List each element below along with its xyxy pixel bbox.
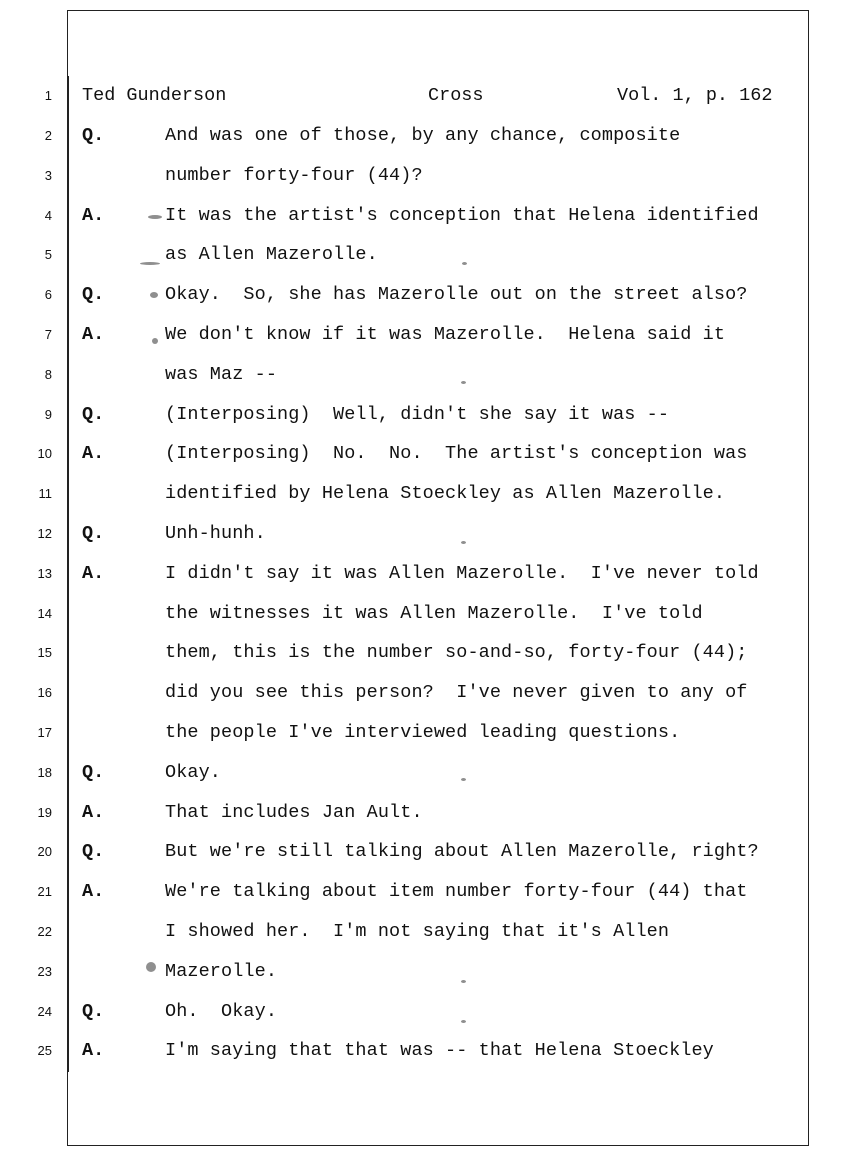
- line-number: 13: [37, 565, 52, 581]
- transcript-line: [0, 872, 860, 912]
- scan-smudge: [461, 980, 466, 983]
- transcript-text: We don't know if it was Mazerolle. Helena said it: [165, 324, 726, 345]
- transcript-text: Mazerolle.: [165, 960, 278, 982]
- scan-smudge: [148, 215, 162, 219]
- speaker-label: A.: [82, 204, 105, 226]
- line-number: 24: [37, 1003, 52, 1019]
- transcript-text: them, this is the number so-and-so, forty-four (44);: [165, 642, 748, 664]
- speaker-label: A.: [82, 443, 105, 465]
- transcript-line: [0, 474, 860, 514]
- line-number: 7: [44, 327, 52, 342]
- speaker-label: A.: [82, 1040, 105, 1062]
- volume-page: Vol. 1, p. 162: [617, 85, 773, 106]
- transcript-line: [0, 1031, 860, 1071]
- transcript-text: did you see this person? I've never given to any of: [165, 682, 748, 704]
- transcript-text: the witnesses it was Allen Mazerolle. I've told: [165, 602, 703, 624]
- transcript-line: [0, 315, 860, 355]
- transcript-line: [0, 992, 860, 1032]
- transcript-text: We're talking about item number forty-four (44) that: [165, 881, 748, 903]
- line-number: 10: [37, 446, 52, 462]
- speaker-label: Q.: [82, 523, 105, 544]
- scan-smudge: [150, 292, 158, 298]
- speaker-label: Q.: [82, 125, 105, 146]
- scan-smudge: [462, 262, 467, 265]
- line-number: 16: [37, 685, 52, 701]
- line-number: 2: [44, 128, 52, 143]
- transcript-line: [0, 633, 860, 673]
- transcript-line: [0, 594, 860, 634]
- transcript-line: [0, 673, 860, 713]
- line-number: 20: [37, 844, 52, 860]
- scan-smudge: [152, 338, 158, 344]
- speaker-label: Q.: [82, 1000, 105, 1022]
- speaker-label: A.: [82, 881, 105, 903]
- transcript-line: [0, 355, 860, 395]
- speaker-label: Q.: [82, 761, 105, 783]
- scan-smudge: [461, 381, 466, 384]
- transcript-text: (Interposing) Well, didn't she say it was --: [165, 403, 670, 425]
- transcript-text: number forty-four (44)?: [165, 164, 423, 186]
- scan-smudge: [461, 1020, 466, 1023]
- transcript-line: [0, 912, 860, 952]
- transcript-text: Okay.: [165, 761, 222, 783]
- speaker-label: Q.: [82, 284, 105, 306]
- transcript-text: I showed her. I'm not saying that it's Allen: [165, 921, 670, 942]
- transcript-line: [0, 275, 860, 315]
- line-number: 4: [44, 207, 52, 223]
- line-number: 1: [44, 88, 52, 103]
- transcript-line: [0, 952, 860, 992]
- transcript-text: But we're still talking about Allen Mazerolle, right?: [165, 841, 759, 863]
- line-number: 9: [44, 406, 52, 422]
- scan-smudge: [461, 778, 466, 781]
- transcript-text: Oh. Okay.: [165, 1000, 278, 1022]
- transcript-text: I'm saying that that was -- that Helena Stoeckley: [165, 1040, 714, 1062]
- speaker-label: A.: [82, 324, 105, 345]
- line-number: 12: [37, 526, 52, 541]
- transcript-line: [0, 116, 860, 156]
- transcript-line: [0, 235, 860, 275]
- scan-smudge: [146, 962, 156, 972]
- scan-smudge: [140, 262, 160, 265]
- transcript-line: [0, 832, 860, 872]
- transcript-text: the people I've interviewed leading questions.: [165, 722, 681, 743]
- line-number: 8: [44, 366, 52, 382]
- transcript-text: was Maz --: [165, 363, 278, 385]
- transcript-line: [0, 395, 860, 435]
- speaker-label: Q.: [82, 841, 105, 863]
- transcript-text: And was one of those, by any chance, composite: [165, 125, 681, 146]
- transcript-text: Okay. So, she has Mazerolle out on the street also?: [165, 284, 748, 306]
- transcript-header: [0, 76, 860, 116]
- transcript-text: (Interposing) No. No. The artist's conception was: [165, 443, 748, 465]
- transcript-line: [0, 753, 860, 793]
- line-number: 5: [44, 247, 52, 263]
- line-number: 11: [38, 486, 52, 502]
- transcript-text: It was the artist's conception that Helena identified: [165, 204, 759, 226]
- transcript-line: [0, 793, 860, 833]
- transcript-text: I didn't say it was Allen Mazerolle. I've never told: [165, 562, 759, 584]
- speaker-label: Q.: [82, 403, 105, 425]
- speaker-label: A.: [82, 801, 105, 823]
- examination-type: Cross: [428, 85, 484, 106]
- witness-name: Ted Gunderson: [82, 85, 227, 106]
- transcript-text: Unh-hunh.: [165, 523, 266, 544]
- transcript-text: That includes Jan Ault.: [165, 801, 423, 823]
- transcript-line: [0, 554, 860, 594]
- line-number: 3: [44, 167, 52, 183]
- line-number: 18: [37, 764, 52, 780]
- transcript-line: [0, 196, 860, 236]
- transcript-line: [0, 434, 860, 474]
- line-number: 23: [37, 963, 52, 979]
- line-number: 21: [37, 884, 52, 900]
- line-number: 19: [37, 804, 52, 820]
- line-number: 17: [37, 725, 52, 740]
- transcript-text: identified by Helena Stoeckley as Allen Mazerolle.: [165, 483, 726, 505]
- line-number: 15: [37, 645, 52, 661]
- line-number: 14: [37, 605, 52, 621]
- scan-smudge: [461, 541, 466, 544]
- line-number: 6: [44, 287, 52, 303]
- transcript-line: [0, 514, 860, 554]
- transcript-line: [0, 156, 860, 196]
- speaker-label: A.: [82, 562, 105, 584]
- line-number: 25: [37, 1043, 52, 1059]
- line-number: 22: [37, 924, 52, 939]
- transcript-text: as Allen Mazerolle.: [165, 244, 378, 266]
- transcript-line: [0, 713, 860, 753]
